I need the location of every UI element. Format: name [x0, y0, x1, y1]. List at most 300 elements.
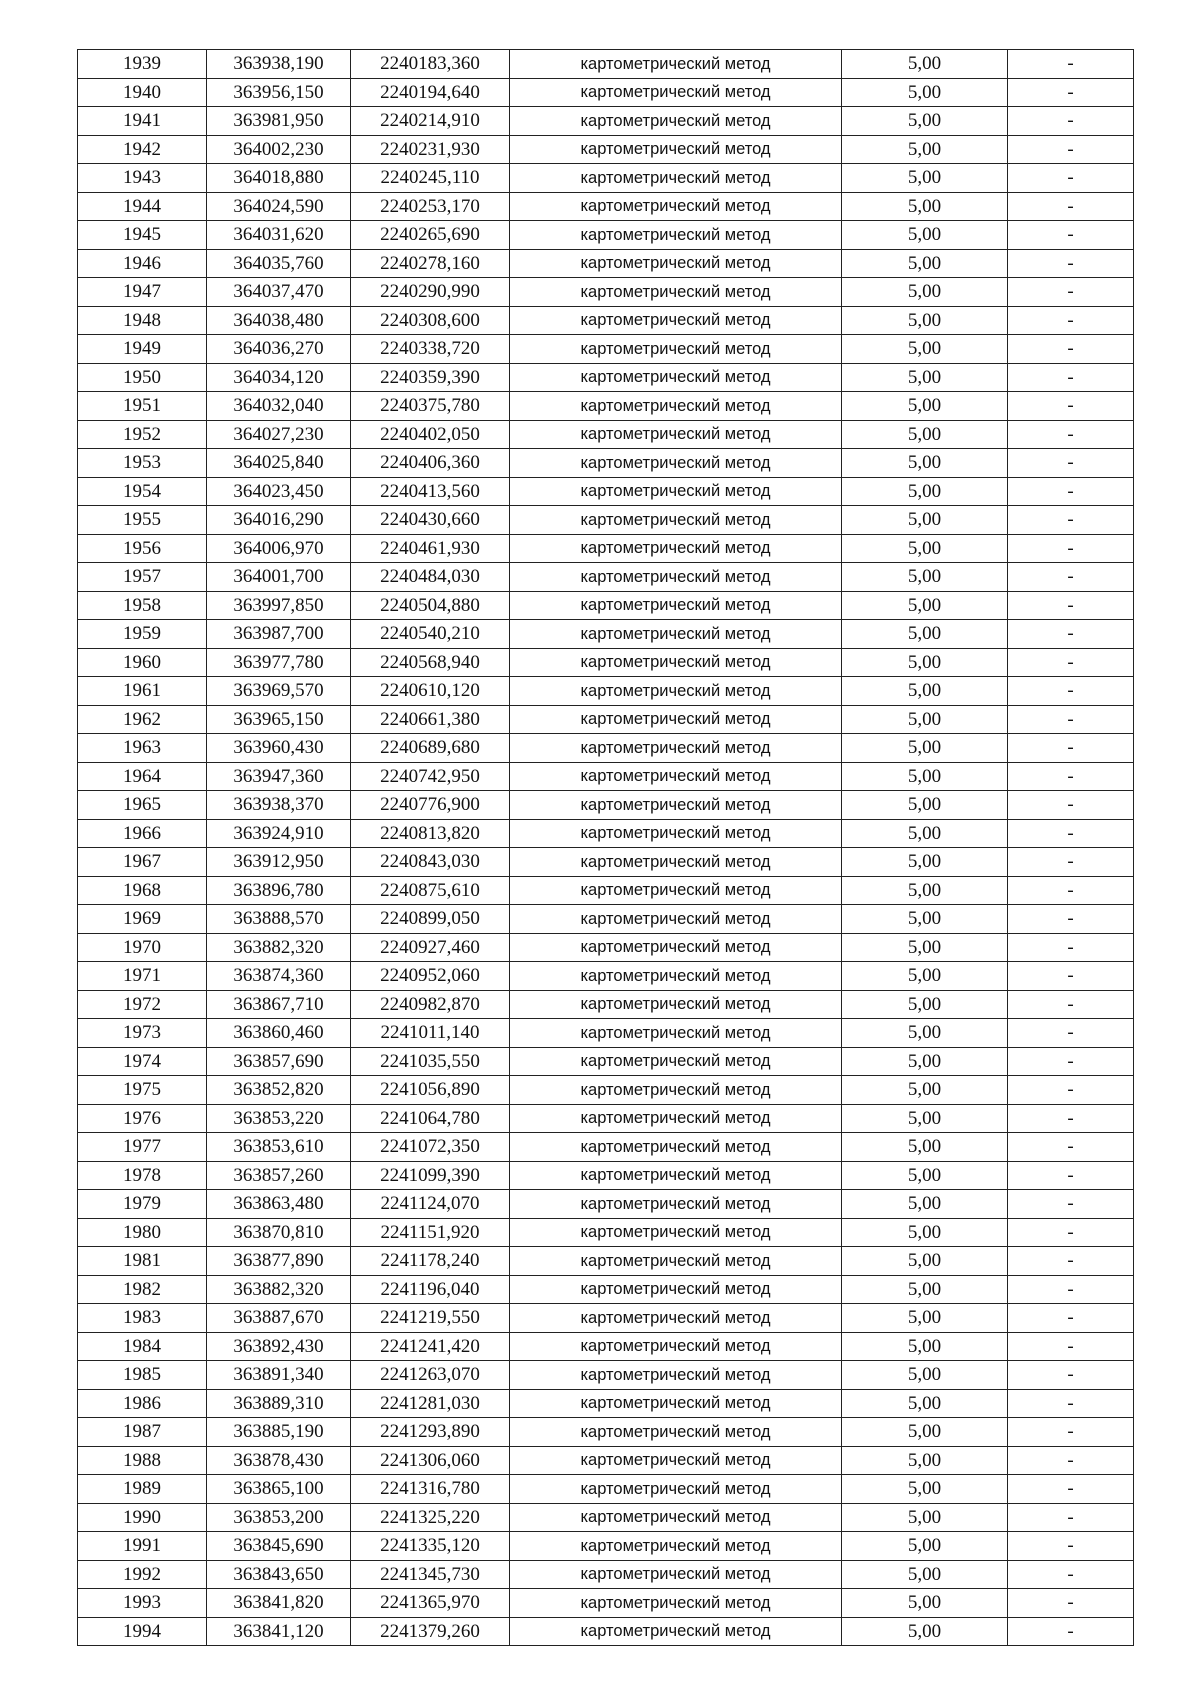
y-coordinate-cell: 2241345,730 [351, 1560, 510, 1589]
y-coordinate-cell: 2240484,030 [351, 563, 510, 592]
table-row [78, 534, 1134, 563]
x-coordinate-cell: 363863,480 [207, 1190, 351, 1219]
table-row [78, 677, 1134, 706]
method-cell: картометрический метод [510, 563, 842, 592]
accuracy-cell: 5,00 [842, 705, 1008, 734]
x-coordinate-cell: 364024,590 [207, 192, 351, 221]
table-row [78, 734, 1134, 763]
accuracy-cell: 5,00 [842, 1560, 1008, 1589]
point-number-cell: 1990 [78, 1503, 207, 1532]
point-number-cell: 1960 [78, 648, 207, 677]
x-coordinate-cell: 363841,820 [207, 1589, 351, 1618]
x-coordinate-cell: 363885,190 [207, 1418, 351, 1447]
point-number-cell: 1959 [78, 620, 207, 649]
y-coordinate-cell: 2240661,380 [351, 705, 510, 734]
accuracy-cell: 5,00 [842, 1589, 1008, 1618]
method-cell: картометрический метод [510, 1560, 842, 1589]
method-cell: картометрический метод [510, 1019, 842, 1048]
point-number-cell: 1946 [78, 249, 207, 278]
method-cell: картометрический метод [510, 990, 842, 1019]
note-cell: - [1008, 534, 1134, 563]
y-coordinate-cell: 2241035,550 [351, 1047, 510, 1076]
note-cell: - [1008, 1247, 1134, 1276]
coordinates-table [77, 49, 1134, 1646]
point-number-cell: 1985 [78, 1361, 207, 1390]
table-row [78, 392, 1134, 421]
point-number-cell: 1961 [78, 677, 207, 706]
note-cell: - [1008, 107, 1134, 136]
table-row [78, 1617, 1134, 1646]
y-coordinate-cell: 2240413,560 [351, 477, 510, 506]
x-coordinate-cell: 364036,270 [207, 335, 351, 364]
note-cell: - [1008, 591, 1134, 620]
x-coordinate-cell: 363981,950 [207, 107, 351, 136]
y-coordinate-cell: 2241099,390 [351, 1161, 510, 1190]
table-row [78, 363, 1134, 392]
note-cell: - [1008, 1076, 1134, 1105]
point-number-cell: 1955 [78, 506, 207, 535]
x-coordinate-cell: 363878,430 [207, 1446, 351, 1475]
point-number-cell: 1991 [78, 1532, 207, 1561]
method-cell: картометрический метод [510, 477, 842, 506]
coordinates-table-body [78, 50, 1134, 1646]
y-coordinate-cell: 2241178,240 [351, 1247, 510, 1276]
y-coordinate-cell: 2241072,350 [351, 1133, 510, 1162]
x-coordinate-cell: 363960,430 [207, 734, 351, 763]
point-number-cell: 1982 [78, 1275, 207, 1304]
note-cell: - [1008, 78, 1134, 107]
note-cell: - [1008, 1418, 1134, 1447]
point-number-cell: 1967 [78, 848, 207, 877]
accuracy-cell: 5,00 [842, 335, 1008, 364]
note-cell: - [1008, 791, 1134, 820]
y-coordinate-cell: 2241011,140 [351, 1019, 510, 1048]
table-row [78, 762, 1134, 791]
point-number-cell: 1970 [78, 933, 207, 962]
table-row [78, 1361, 1134, 1390]
note-cell: - [1008, 1047, 1134, 1076]
y-coordinate-cell: 2240504,880 [351, 591, 510, 620]
note-cell: - [1008, 449, 1134, 478]
method-cell: картометрический метод [510, 107, 842, 136]
point-number-cell: 1956 [78, 534, 207, 563]
accuracy-cell: 5,00 [842, 933, 1008, 962]
y-coordinate-cell: 2240540,210 [351, 620, 510, 649]
y-coordinate-cell: 2241219,550 [351, 1304, 510, 1333]
point-number-cell: 1942 [78, 135, 207, 164]
point-number-cell: 1944 [78, 192, 207, 221]
table-row [78, 1532, 1134, 1561]
x-coordinate-cell: 363841,120 [207, 1617, 351, 1646]
accuracy-cell: 5,00 [842, 420, 1008, 449]
accuracy-cell: 5,00 [842, 135, 1008, 164]
y-coordinate-cell: 2240742,950 [351, 762, 510, 791]
accuracy-cell: 5,00 [842, 1304, 1008, 1333]
method-cell: картометрический метод [510, 363, 842, 392]
note-cell: - [1008, 221, 1134, 250]
accuracy-cell: 5,00 [842, 1503, 1008, 1532]
note-cell: - [1008, 734, 1134, 763]
y-coordinate-cell: 2240568,940 [351, 648, 510, 677]
accuracy-cell: 5,00 [842, 962, 1008, 991]
y-coordinate-cell: 2240359,390 [351, 363, 510, 392]
table-row [78, 1503, 1134, 1532]
x-coordinate-cell: 363977,780 [207, 648, 351, 677]
table-row [78, 192, 1134, 221]
y-coordinate-cell: 2241306,060 [351, 1446, 510, 1475]
method-cell: картометрический метод [510, 1275, 842, 1304]
method-cell: картометрический метод [510, 1389, 842, 1418]
accuracy-cell: 5,00 [842, 477, 1008, 506]
x-coordinate-cell: 363892,430 [207, 1332, 351, 1361]
x-coordinate-cell: 363896,780 [207, 876, 351, 905]
method-cell: картометрический метод [510, 905, 842, 934]
x-coordinate-cell: 364002,230 [207, 135, 351, 164]
y-coordinate-cell: 2240231,930 [351, 135, 510, 164]
point-number-cell: 1979 [78, 1190, 207, 1219]
x-coordinate-cell: 363860,460 [207, 1019, 351, 1048]
y-coordinate-cell: 2241365,970 [351, 1589, 510, 1618]
y-coordinate-cell: 2240927,460 [351, 933, 510, 962]
note-cell: - [1008, 962, 1134, 991]
point-number-cell: 1981 [78, 1247, 207, 1276]
x-coordinate-cell: 363853,220 [207, 1104, 351, 1133]
method-cell: картометрический метод [510, 591, 842, 620]
y-coordinate-cell: 2241241,420 [351, 1332, 510, 1361]
x-coordinate-cell: 364034,120 [207, 363, 351, 392]
note-cell: - [1008, 876, 1134, 905]
method-cell: картометрический метод [510, 819, 842, 848]
note-cell: - [1008, 705, 1134, 734]
note-cell: - [1008, 1589, 1134, 1618]
note-cell: - [1008, 50, 1134, 79]
point-number-cell: 1952 [78, 420, 207, 449]
x-coordinate-cell: 363882,320 [207, 1275, 351, 1304]
method-cell: картометрический метод [510, 1304, 842, 1333]
method-cell: картометрический метод [510, 420, 842, 449]
point-number-cell: 1972 [78, 990, 207, 1019]
y-coordinate-cell: 2240843,030 [351, 848, 510, 877]
method-cell: картометрический метод [510, 1589, 842, 1618]
accuracy-cell: 5,00 [842, 164, 1008, 193]
note-cell: - [1008, 563, 1134, 592]
table-row [78, 506, 1134, 535]
method-cell: картометрический метод [510, 1247, 842, 1276]
note-cell: - [1008, 335, 1134, 364]
table-row [78, 1589, 1134, 1618]
table-row [78, 563, 1134, 592]
note-cell: - [1008, 135, 1134, 164]
x-coordinate-cell: 363969,570 [207, 677, 351, 706]
y-coordinate-cell: 2241325,220 [351, 1503, 510, 1532]
table-row [78, 1475, 1134, 1504]
accuracy-cell: 5,00 [842, 306, 1008, 335]
method-cell: картометрический метод [510, 306, 842, 335]
x-coordinate-cell: 363877,890 [207, 1247, 351, 1276]
y-coordinate-cell: 2240214,910 [351, 107, 510, 136]
method-cell: картометрический метод [510, 1617, 842, 1646]
x-coordinate-cell: 363956,150 [207, 78, 351, 107]
y-coordinate-cell: 2240375,780 [351, 392, 510, 421]
method-cell: картометрический метод [510, 762, 842, 791]
accuracy-cell: 5,00 [842, 876, 1008, 905]
method-cell: картометрический метод [510, 705, 842, 734]
point-number-cell: 1984 [78, 1332, 207, 1361]
accuracy-cell: 5,00 [842, 648, 1008, 677]
table-row [78, 449, 1134, 478]
method-cell: картометрический метод [510, 1418, 842, 1447]
method-cell: картометрический метод [510, 876, 842, 905]
method-cell: картометрический метод [510, 192, 842, 221]
accuracy-cell: 5,00 [842, 591, 1008, 620]
accuracy-cell: 5,00 [842, 1161, 1008, 1190]
note-cell: - [1008, 363, 1134, 392]
note-cell: - [1008, 477, 1134, 506]
point-number-cell: 1968 [78, 876, 207, 905]
method-cell: картометрический метод [510, 677, 842, 706]
accuracy-cell: 5,00 [842, 534, 1008, 563]
x-coordinate-cell: 364006,970 [207, 534, 351, 563]
x-coordinate-cell: 364016,290 [207, 506, 351, 535]
y-coordinate-cell: 2241196,040 [351, 1275, 510, 1304]
table-row [78, 933, 1134, 962]
point-number-cell: 1957 [78, 563, 207, 592]
point-number-cell: 1965 [78, 791, 207, 820]
x-coordinate-cell: 363865,100 [207, 1475, 351, 1504]
y-coordinate-cell: 2240430,660 [351, 506, 510, 535]
table-row [78, 278, 1134, 307]
table-row [78, 876, 1134, 905]
note-cell: - [1008, 164, 1134, 193]
method-cell: картометрический метод [510, 1190, 842, 1219]
note-cell: - [1008, 1560, 1134, 1589]
table-row [78, 1560, 1134, 1589]
note-cell: - [1008, 1161, 1134, 1190]
note-cell: - [1008, 192, 1134, 221]
accuracy-cell: 5,00 [842, 363, 1008, 392]
y-coordinate-cell: 2241064,780 [351, 1104, 510, 1133]
x-coordinate-cell: 363870,810 [207, 1218, 351, 1247]
point-number-cell: 1964 [78, 762, 207, 791]
method-cell: картометрический метод [510, 1076, 842, 1105]
table-row [78, 1218, 1134, 1247]
table-row [78, 1161, 1134, 1190]
point-number-cell: 1950 [78, 363, 207, 392]
x-coordinate-cell: 363938,370 [207, 791, 351, 820]
accuracy-cell: 5,00 [842, 50, 1008, 79]
point-number-cell: 1951 [78, 392, 207, 421]
note-cell: - [1008, 620, 1134, 649]
y-coordinate-cell: 2240402,050 [351, 420, 510, 449]
table-row [78, 648, 1134, 677]
method-cell: картометрический метод [510, 534, 842, 563]
method-cell: картометрический метод [510, 1532, 842, 1561]
note-cell: - [1008, 1503, 1134, 1532]
accuracy-cell: 5,00 [842, 1218, 1008, 1247]
method-cell: картометрический метод [510, 1503, 842, 1532]
y-coordinate-cell: 2241379,260 [351, 1617, 510, 1646]
accuracy-cell: 5,00 [842, 1532, 1008, 1561]
y-coordinate-cell: 2241263,070 [351, 1361, 510, 1390]
method-cell: картометрический метод [510, 848, 842, 877]
x-coordinate-cell: 364035,760 [207, 249, 351, 278]
method-cell: картометрический метод [510, 962, 842, 991]
x-coordinate-cell: 364023,450 [207, 477, 351, 506]
table-row [78, 249, 1134, 278]
method-cell: картометрический метод [510, 1047, 842, 1076]
y-coordinate-cell: 2241335,120 [351, 1532, 510, 1561]
accuracy-cell: 5,00 [842, 1275, 1008, 1304]
method-cell: картометрический метод [510, 449, 842, 478]
table-row [78, 1304, 1134, 1333]
method-cell: картометрический метод [510, 1133, 842, 1162]
accuracy-cell: 5,00 [842, 1247, 1008, 1276]
accuracy-cell: 5,00 [842, 677, 1008, 706]
table-row [78, 1418, 1134, 1447]
accuracy-cell: 5,00 [842, 1418, 1008, 1447]
note-cell: - [1008, 677, 1134, 706]
point-number-cell: 1940 [78, 78, 207, 107]
point-number-cell: 1977 [78, 1133, 207, 1162]
note-cell: - [1008, 1218, 1134, 1247]
method-cell: картометрический метод [510, 1218, 842, 1247]
x-coordinate-cell: 363889,310 [207, 1389, 351, 1418]
table-row [78, 420, 1134, 449]
x-coordinate-cell: 363887,670 [207, 1304, 351, 1333]
table-row [78, 1019, 1134, 1048]
method-cell: картометрический метод [510, 734, 842, 763]
y-coordinate-cell: 2240982,870 [351, 990, 510, 1019]
x-coordinate-cell: 363891,340 [207, 1361, 351, 1390]
x-coordinate-cell: 364027,230 [207, 420, 351, 449]
method-cell: картометрический метод [510, 78, 842, 107]
y-coordinate-cell: 2240253,170 [351, 192, 510, 221]
table-row [78, 705, 1134, 734]
accuracy-cell: 5,00 [842, 734, 1008, 763]
method-cell: картометрический метод [510, 648, 842, 677]
note-cell: - [1008, 648, 1134, 677]
y-coordinate-cell: 2240899,050 [351, 905, 510, 934]
note-cell: - [1008, 933, 1134, 962]
point-number-cell: 1994 [78, 1617, 207, 1646]
accuracy-cell: 5,00 [842, 221, 1008, 250]
y-coordinate-cell: 2240290,990 [351, 278, 510, 307]
point-number-cell: 1974 [78, 1047, 207, 1076]
accuracy-cell: 5,00 [842, 392, 1008, 421]
method-cell: картометрический метод [510, 335, 842, 364]
y-coordinate-cell: 2240183,360 [351, 50, 510, 79]
table-row [78, 221, 1134, 250]
table-row [78, 905, 1134, 934]
method-cell: картометрический метод [510, 1361, 842, 1390]
x-coordinate-cell: 363882,320 [207, 933, 351, 962]
point-number-cell: 1980 [78, 1218, 207, 1247]
table-row [78, 990, 1134, 1019]
accuracy-cell: 5,00 [842, 1047, 1008, 1076]
accuracy-cell: 5,00 [842, 1076, 1008, 1105]
method-cell: картометрический метод [510, 392, 842, 421]
point-number-cell: 1971 [78, 962, 207, 991]
y-coordinate-cell: 2240245,110 [351, 164, 510, 193]
method-cell: картометрический метод [510, 249, 842, 278]
table-row [78, 791, 1134, 820]
note-cell: - [1008, 819, 1134, 848]
point-number-cell: 1947 [78, 278, 207, 307]
method-cell: картометрический метод [510, 135, 842, 164]
method-cell: картометрический метод [510, 791, 842, 820]
accuracy-cell: 5,00 [842, 1104, 1008, 1133]
x-coordinate-cell: 363845,690 [207, 1532, 351, 1561]
table-row [78, 477, 1134, 506]
note-cell: - [1008, 392, 1134, 421]
accuracy-cell: 5,00 [842, 990, 1008, 1019]
table-row [78, 164, 1134, 193]
note-cell: - [1008, 506, 1134, 535]
accuracy-cell: 5,00 [842, 278, 1008, 307]
point-number-cell: 1987 [78, 1418, 207, 1447]
note-cell: - [1008, 420, 1134, 449]
note-cell: - [1008, 905, 1134, 934]
y-coordinate-cell: 2241151,920 [351, 1218, 510, 1247]
y-coordinate-cell: 2241281,030 [351, 1389, 510, 1418]
table-row [78, 819, 1134, 848]
point-number-cell: 1949 [78, 335, 207, 364]
x-coordinate-cell: 363857,260 [207, 1161, 351, 1190]
y-coordinate-cell: 2240875,610 [351, 876, 510, 905]
note-cell: - [1008, 1532, 1134, 1561]
table-row [78, 1190, 1134, 1219]
accuracy-cell: 5,00 [842, 1332, 1008, 1361]
x-coordinate-cell: 364018,880 [207, 164, 351, 193]
table-row [78, 1047, 1134, 1076]
table-row [78, 107, 1134, 136]
note-cell: - [1008, 1104, 1134, 1133]
note-cell: - [1008, 306, 1134, 335]
table-row [78, 78, 1134, 107]
point-number-cell: 1975 [78, 1076, 207, 1105]
note-cell: - [1008, 1446, 1134, 1475]
x-coordinate-cell: 363853,610 [207, 1133, 351, 1162]
point-number-cell: 1943 [78, 164, 207, 193]
method-cell: картометрический метод [510, 506, 842, 535]
method-cell: картометрический метод [510, 933, 842, 962]
x-coordinate-cell: 364032,040 [207, 392, 351, 421]
note-cell: - [1008, 990, 1134, 1019]
x-coordinate-cell: 363874,360 [207, 962, 351, 991]
x-coordinate-cell: 364037,470 [207, 278, 351, 307]
x-coordinate-cell: 363852,820 [207, 1076, 351, 1105]
accuracy-cell: 5,00 [842, 1446, 1008, 1475]
table-row [78, 962, 1134, 991]
accuracy-cell: 5,00 [842, 819, 1008, 848]
x-coordinate-cell: 363997,850 [207, 591, 351, 620]
table-row [78, 1133, 1134, 1162]
y-coordinate-cell: 2240813,820 [351, 819, 510, 848]
point-number-cell: 1973 [78, 1019, 207, 1048]
table-row [78, 591, 1134, 620]
table-row [78, 1275, 1134, 1304]
y-coordinate-cell: 2240265,690 [351, 221, 510, 250]
note-cell: - [1008, 1475, 1134, 1504]
y-coordinate-cell: 2240610,120 [351, 677, 510, 706]
y-coordinate-cell: 2241316,780 [351, 1475, 510, 1504]
point-number-cell: 1966 [78, 819, 207, 848]
accuracy-cell: 5,00 [842, 78, 1008, 107]
point-number-cell: 1983 [78, 1304, 207, 1333]
accuracy-cell: 5,00 [842, 791, 1008, 820]
note-cell: - [1008, 1389, 1134, 1418]
table-row [78, 1247, 1134, 1276]
